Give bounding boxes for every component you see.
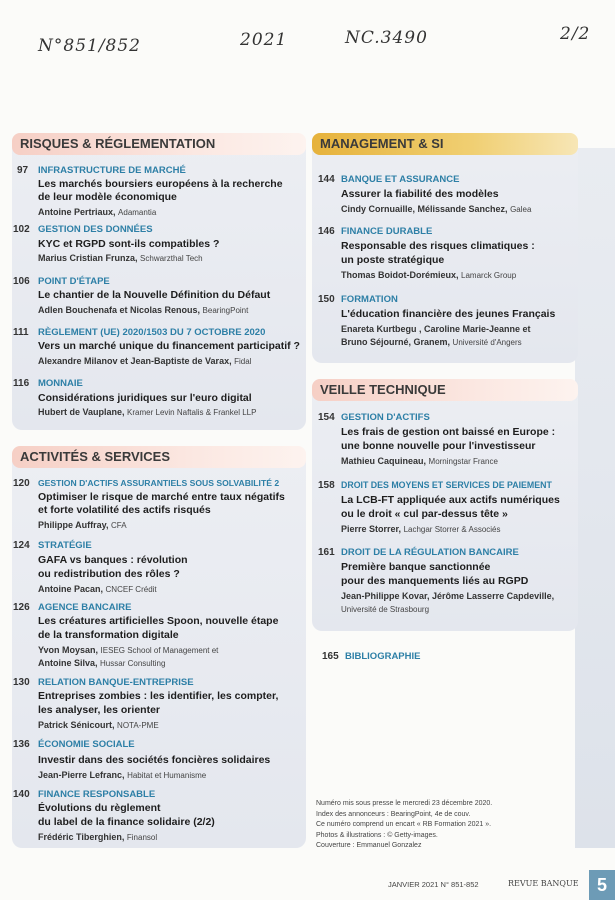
toc-entry[interactable] (13, 478, 303, 533)
category: BANQUE ET ASSURANCE (341, 174, 460, 185)
publication-notes (316, 799, 492, 852)
affiliation: Adamantia (118, 208, 157, 217)
author: Yvon Moysan, IESEG School of Management et (38, 645, 219, 655)
author: Mathieu Caquineau, Morningstar France (341, 456, 498, 466)
author: Jean-Philippe Kovar, Jérôme Lasserre Capdeville, (341, 591, 555, 601)
toc-entry[interactable] (318, 412, 576, 470)
article-title: Évolutions du règlement (38, 802, 161, 814)
article-title: Les créatures artificielles Spoon, nouvelle étape (38, 615, 279, 627)
article-title-line2: une bonne nouvelle pour l'investisseur (341, 440, 536, 452)
article-title: Les frais de gestion ont baissé en Europe : (341, 426, 556, 438)
article-title-line2: ou le droit « cul par-dessus tête » (341, 508, 508, 520)
category: GESTION DES DONNÉES (38, 224, 153, 235)
author: Philippe Auffray, CFA (38, 520, 127, 530)
affiliation: Université de Strasbourg (341, 605, 430, 614)
activites-header: ACTIVITÉS & SERVICES (12, 446, 306, 468)
toc-entry[interactable] (17, 165, 302, 220)
category: GESTION D'ACTIFS (341, 412, 430, 423)
toc-entry[interactable] (13, 224, 302, 269)
risques-header: RISQUES & RÉGLEMENTATION (12, 133, 306, 155)
affiliation: NOTA-PME (117, 721, 159, 730)
page-number: 130 (13, 677, 30, 688)
toc-entry-bibliographie[interactable] (322, 651, 522, 667)
page-number: 97 (17, 165, 29, 176)
affiliation: Finansol (126, 833, 158, 842)
article-title: La LCB-FT appliquée aux actifs numériques (341, 494, 560, 506)
author: Pierre Storrer, Lachgar Storrer & Associés (341, 524, 501, 534)
author: Hubert de Vauplane, Kramer Levin Naftalis & Frankel LLP (38, 407, 257, 417)
article-title: Première banque sanctionnée (341, 561, 491, 573)
affiliation: Schwarzthal Tech (140, 254, 203, 263)
affiliation: CNCEF Crédit (105, 585, 157, 594)
handwritten-code: NC.3490 (345, 28, 428, 48)
category: AGENCE BANCAIRE (38, 602, 132, 613)
toc-entry[interactable] (318, 294, 576, 354)
page-number: 126 (13, 602, 30, 613)
article-title: Les marchés boursiers européens à la recherche (38, 178, 283, 190)
handwritten-year: 2021 (240, 30, 288, 50)
category: FORMATION (341, 294, 398, 305)
toc-entry[interactable] (318, 226, 576, 281)
affiliation: Université d'Angers (452, 338, 522, 347)
category: GESTION D'ACTIFS ASSURANTIELS SOUS SOLVABILITÉ 2 (38, 478, 280, 488)
toc-entry[interactable] (13, 276, 302, 321)
article-title: L'éducation financière des jeunes Français (341, 308, 556, 320)
author: Alexandre Milanov et Jean-Baptiste de Varax, Fidal (38, 356, 252, 366)
category: MONNAIE (38, 378, 83, 389)
page-number: 144 (318, 174, 335, 185)
veille-header: VEILLE TECHNIQUE (312, 379, 578, 401)
affiliation: BearingPoint (202, 306, 249, 315)
category: POINT D'ÉTAPE (38, 276, 110, 287)
article-title-line2: du label de la finance solidaire (2/2) (38, 816, 215, 828)
article-title: Investir dans des sociétés foncières solidaires (38, 754, 271, 766)
side-tab (575, 148, 615, 848)
category: FINANCE DURABLE (341, 226, 433, 237)
author: Marius Cristian Frunza, Schwarzthal Tech (38, 253, 203, 263)
page-number: 136 (13, 739, 30, 750)
author: Frédéric Tiberghien, Finansol (38, 832, 158, 842)
page-number: 124 (13, 540, 30, 551)
note-line: Couverture : Emmanuel Gonzalez (316, 842, 422, 849)
page-number: 102 (13, 224, 30, 235)
article-title: KYC et RGPD sont-ils compatibles ? (38, 238, 220, 250)
affiliation: IESEG School of Management et (100, 646, 219, 655)
author: Patrick Sénicourt, NOTA-PME (38, 720, 159, 730)
author: Adlen Bouchenafa et Nicolas Renous, BearingPoint (38, 305, 249, 315)
category: BIBLIOGRAPHIE (345, 651, 421, 662)
toc-entry[interactable] (13, 378, 302, 423)
article-title: Vers un marché unique du financement participatif ? (38, 340, 300, 352)
article-title-line2: et forte volatilité des actifs risqués (38, 504, 211, 516)
page-number: 158 (318, 480, 335, 491)
page-number: 140 (13, 789, 30, 800)
affiliation: Hussar Consulting (100, 659, 166, 668)
page-number: 161 (318, 547, 335, 558)
note-line: Ce numéro comprend un encart « RB Formation 2021 ». (316, 821, 492, 828)
category: STRATÉGIE (38, 540, 92, 551)
note-line: Numéro mis sous presse le mercredi 23 décembre 2020. (316, 800, 493, 807)
toc-entry[interactable] (13, 789, 303, 844)
author: Enareta Kurtbegu , Caroline Marie-Jeanne et (341, 324, 531, 334)
category: DROIT DES MOYENS ET SERVICES DE PAIEMENT (341, 480, 552, 490)
page-number: 146 (318, 226, 335, 237)
issue-info: JANVIER 2021 N° 851-852 (388, 880, 479, 889)
category: FINANCE RESPONSABLE (38, 789, 156, 800)
article-title-line2: les analyser, les orienter (38, 704, 160, 716)
page-number: 111 (13, 327, 29, 338)
category: DROIT DE LA RÉGULATION BANCAIRE (341, 547, 519, 558)
author: Antoine Silva, Hussar Consulting (38, 658, 166, 668)
management-header: MANAGEMENT & SI (312, 133, 578, 155)
page-number: 150 (318, 294, 335, 305)
article-title: Optimiser le risque de marché entre taux négatifs (38, 491, 285, 503)
toc-entry[interactable] (318, 547, 576, 617)
affiliation: Habitat et Humanisme (127, 771, 207, 780)
category: RÈGLEMENT (UE) 2020/1503 DU 7 OCTOBRE 2020 (38, 327, 266, 338)
note-line: Index des annonceurs : BearingPoint, 4e de couv. (316, 810, 471, 818)
affiliation: Fidal (234, 357, 252, 366)
page-number-badge: 5 (589, 870, 615, 900)
article-title: GAFA vs banques : révolution (38, 554, 188, 566)
affiliation: Galea (510, 205, 532, 214)
toc-entry[interactable] (13, 327, 302, 372)
page-number: 165 (322, 651, 339, 662)
article-title-line2: un poste stratégique (341, 254, 445, 266)
affiliation: CFA (111, 521, 127, 530)
author: Bruno Séjourné, Granem, Université d'Angers (341, 337, 522, 347)
page-number: 116 (13, 378, 30, 389)
page-number: 154 (318, 412, 335, 423)
affiliation: Lamarck Group (461, 271, 517, 280)
article-title: Entreprises zombies : les identifier, les compter, (38, 690, 279, 702)
note-line: Photos & illustrations : © Getty-images. (316, 831, 438, 839)
article-title-line2: ou redistribution des rôles ? (38, 568, 180, 580)
author: Cindy Cornuaille, Mélissande Sanchez, Galea (341, 204, 532, 214)
author: Jean-Pierre Lefranc, Habitat et Humanisme (38, 770, 207, 780)
toc-entry[interactable] (318, 480, 576, 538)
toc-entry[interactable] (13, 739, 303, 784)
article-title: Considérations juridiques sur l'euro digital (38, 392, 252, 404)
toc-entry[interactable] (318, 174, 576, 219)
category: RELATION BANQUE-ENTREPRISE (38, 677, 194, 688)
handwritten-reference: N°851/852 (38, 36, 141, 56)
toc-entry[interactable] (13, 677, 303, 735)
page-number: 106 (13, 276, 30, 287)
author: Thomas Boidot-Dorémieux, Lamarck Group (341, 270, 517, 280)
article-title-line2: de leur modèle économique (38, 191, 177, 203)
article-title: Responsable des risques climatiques : (341, 240, 535, 252)
page-number: 120 (13, 478, 30, 489)
author: Antoine Pertriaux, Adamantia (38, 207, 157, 217)
article-title: Le chantier de la Nouvelle Définition du Défaut (38, 289, 271, 301)
toc-entry[interactable] (13, 602, 303, 670)
affiliation: Morningstar France (428, 457, 498, 466)
article-title: Assurer la fiabilité des modèles (341, 188, 499, 200)
article-title-line2: de la transformation digitale (38, 629, 179, 641)
affiliation: Lachgar Storrer & Associés (403, 525, 501, 534)
category: INFRASTRUCTURE DE MARCHÉ (38, 165, 186, 176)
author: Antoine Pacan, CNCEF Crédit (38, 584, 157, 594)
toc-entry[interactable] (13, 540, 303, 595)
magazine-name: REVUE BANQUE (508, 879, 579, 888)
category: ÉCONOMIE SOCIALE (38, 739, 135, 750)
handwritten-mark: 2/2 (560, 24, 591, 44)
affiliation: Kramer Levin Naftalis & Frankel LLP (127, 408, 257, 417)
article-title-line2: pour des manquements liés au RGPD (341, 575, 529, 587)
